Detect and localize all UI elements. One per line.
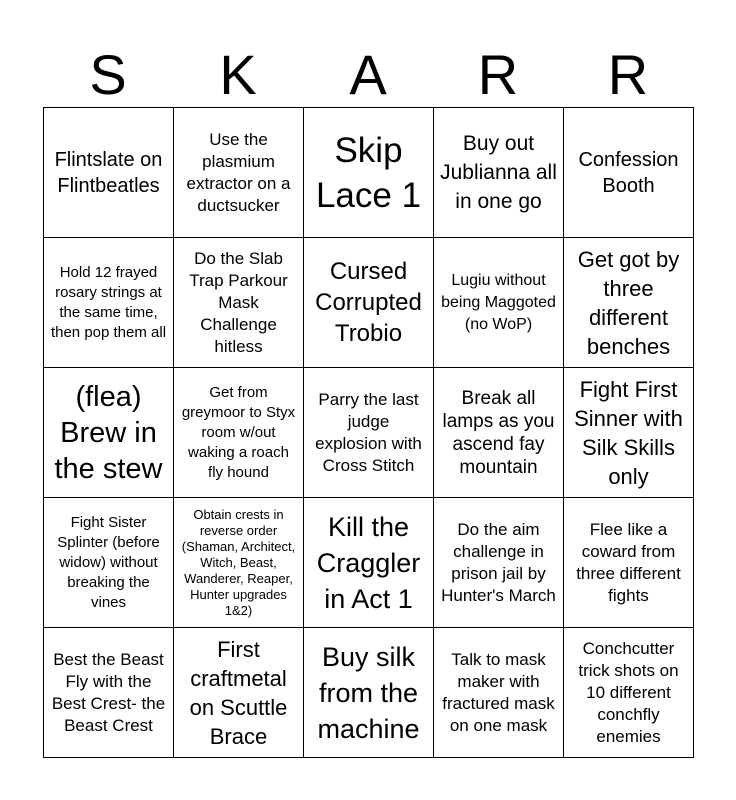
bingo-cell[interactable] [434, 368, 564, 498]
cell-text: Get got by three different benches [577, 246, 680, 359]
bingo-cell[interactable] [174, 368, 304, 498]
bingo-cell[interactable] [434, 108, 564, 238]
cell-text: Flee like a coward from three different fights [576, 519, 681, 605]
bingo-cell[interactable] [304, 368, 434, 498]
bingo-cell[interactable] [304, 498, 434, 628]
bingo-cell[interactable] [44, 238, 174, 368]
bingo-grid [43, 107, 694, 758]
cell-text: Fight Sister Splinter (before widow) without breaking the vines [57, 513, 160, 611]
header-letter-1: S [89, 43, 127, 106]
bingo-cell[interactable] [564, 628, 694, 758]
bingo-cell[interactable] [434, 498, 564, 628]
cell-text: Fight First Sinner with Silk Skills only [574, 376, 683, 489]
cell-text: Do the aim challenge in prison jail by Hunter's March [441, 519, 556, 605]
cell-text: Talk to mask maker with fractured mask on one mask [442, 649, 555, 735]
bingo-cell[interactable] [434, 628, 564, 758]
header-letter-2: K [219, 43, 257, 106]
cell-text: (flea) Brew in the stew [54, 380, 163, 485]
cell-text: Conchcutter trick shots on 10 different conchfly enemies [578, 638, 679, 746]
bingo-cell[interactable] [44, 498, 174, 628]
header-letter-3: A [349, 43, 387, 106]
cell-text: Buy silk from the machine [317, 641, 420, 744]
cell-text: Do the Slab Trap Parkour Mask Challenge hitless [189, 248, 288, 356]
cell-text: Buy out Jublianna all in one go [440, 132, 557, 213]
cell-text: Break all lamps as you ascend fay mountain [442, 387, 555, 478]
cell-text: Best the Beast Fly with the Best Crest- the Beast Crest [51, 649, 166, 735]
cell-text: Flintslate on Flintbeatles [54, 148, 163, 197]
cell-text: Hold 12 frayed rosary strings at the same time, then pop them all [50, 263, 167, 341]
cell-text: Skip Lace 1 [315, 130, 422, 215]
bingo-cell[interactable] [174, 108, 304, 238]
cell-text: First craftmetal on Scuttle Brace [189, 636, 288, 749]
bingo-cell[interactable] [434, 238, 564, 368]
bingo-cell[interactable] [174, 628, 304, 758]
bingo-cell[interactable] [304, 108, 434, 238]
bingo-cell[interactable] [564, 498, 694, 628]
cell-text: Lugiu without being Maggoted (no WoP) [441, 271, 556, 333]
header-letter-5: R [607, 43, 649, 106]
bingo-cell[interactable] [174, 498, 304, 628]
cell-text: Cursed Corrupted Trobio [315, 258, 422, 347]
bingo-cell[interactable] [44, 108, 174, 238]
bingo-cell[interactable] [564, 238, 694, 368]
bingo-cell[interactable] [44, 368, 174, 498]
bingo-cell[interactable] [304, 238, 434, 368]
bingo-cell[interactable] [304, 628, 434, 758]
bingo-header [43, 42, 693, 108]
cell-text: Confession Booth [578, 148, 679, 197]
bingo-cell[interactable] [174, 238, 304, 368]
cell-text: Obtain crests in reverse order (Shaman, Architect, Witch, Beast, Wanderer, Reaper, Hunter upgrades 1&2) [181, 506, 296, 618]
bingo-cell[interactable] [44, 628, 174, 758]
cell-text: Parry the last judge explosion with Cross Stitch [315, 389, 422, 475]
cell-text: Kill the Craggler in Act 1 [316, 511, 421, 614]
cell-text: Use the plasmium extractor on a ductsucker [186, 129, 291, 215]
header-letter-4: R [477, 43, 519, 106]
bingo-cell[interactable] [564, 368, 694, 498]
bingo-cell[interactable] [564, 108, 694, 238]
cell-text: Get from greymoor to Styx room w/out waking a roach fly hound [181, 383, 296, 481]
